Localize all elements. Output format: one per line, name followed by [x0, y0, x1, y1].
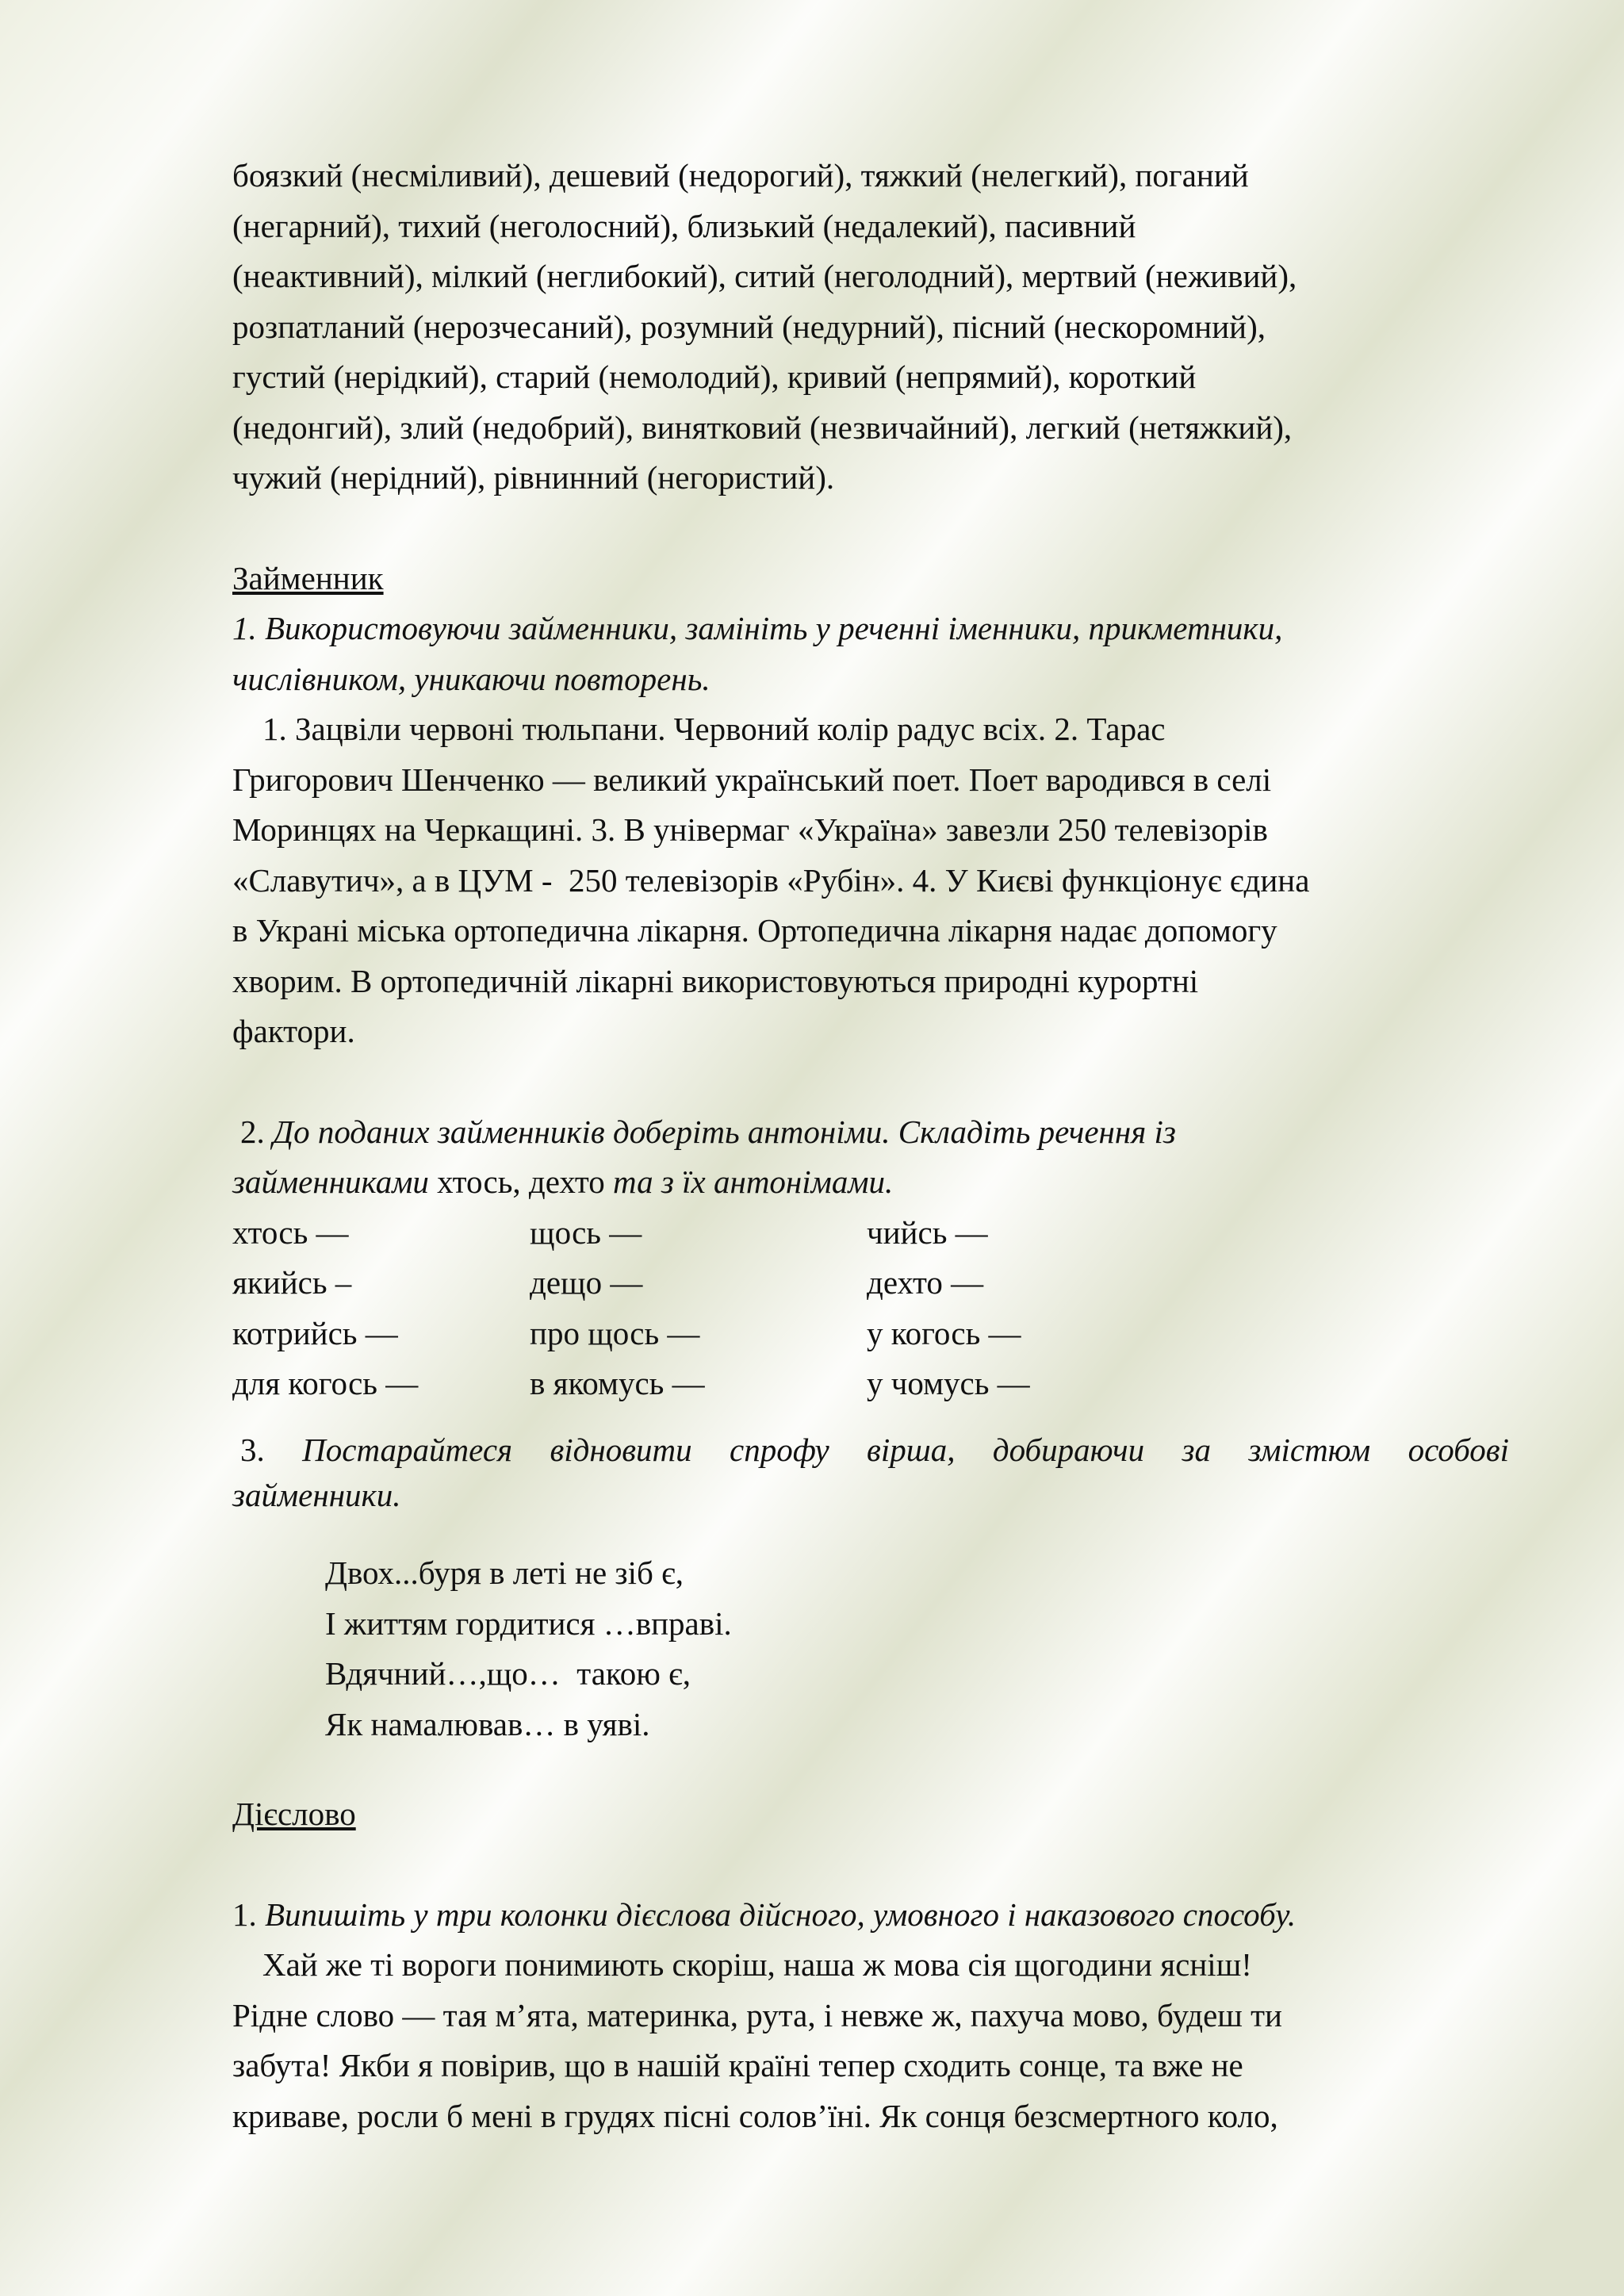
pronoun-task-1	[232, 604, 1509, 1057]
poem-line: І життям гордитися …вправі.	[325, 1604, 732, 1642]
task-instruction-line	[232, 1890, 1509, 1941]
table-cell: у когось —	[867, 1314, 1021, 1351]
task-instruction-line: займенниками хтось, дехто та з їх антонімами.	[232, 1163, 894, 1200]
table-cell: якийсь –	[232, 1264, 352, 1301]
task-instruction: Постарайтеся відновити спрофу вірша, добираючи за змістюм особові	[302, 1431, 1509, 1468]
text-line: хворим. В ортопедичній лікарні використовуються природні курортні	[232, 962, 1199, 999]
table-cell: котрийсь —	[232, 1314, 398, 1351]
table-cell: дещо —	[530, 1264, 643, 1301]
text-line: розпатланий (нерозчесаний), розумний (недурний), пісний (нескоромний),	[232, 308, 1266, 345]
text-line: «Славутич», а в ЦУМ - 250 телевізорів «Рубін». 4. У Києві функціонує єдина	[232, 861, 1310, 899]
text-line: боязкий (несміливий), дешевий (недорогий), тяжкий (нелегкий), поганий	[232, 157, 1249, 194]
table-cell: хтось —	[232, 1213, 349, 1251]
table-cell: дехто —	[867, 1264, 984, 1301]
pronoun-task-2	[232, 1107, 1509, 1409]
task-instruction-line: числівником, уникаючи повторень.	[232, 660, 710, 697]
poem-line: Вдячний…,що… такою є,	[325, 1655, 691, 1692]
table-cell: щось —	[530, 1213, 642, 1251]
task-number: 1.	[232, 1895, 257, 1933]
table-cell: для когось —	[232, 1365, 419, 1401]
task-instruction-line: займенники.	[232, 1477, 401, 1513]
task-instruction: Випишіть у три колонки дієслова дійсного, умовного і наказового способу.	[265, 1895, 1297, 1933]
poem-line: Двох...буря в леті не зіб є,	[325, 1554, 684, 1591]
text-line: (неактивний), мілкий (неглибокий), ситий (неголодний), мертвий (неживий),	[232, 258, 1297, 294]
text-line: криваве, росли б мені в грудях пісні солов’їні. Як сонця безсмертного коло,	[232, 2097, 1278, 2134]
text-line: (недонгий), злий (недобрий), винятковий (незвичайний), легкий (нетяжкий),	[232, 408, 1293, 446]
document-page	[232, 151, 1509, 2141]
text-line: Григорович Шенченко — великий український поет. Поет вародився в селі	[232, 761, 1272, 798]
text-line: Моринцях на Черкащині. 3. В універмаг «Україна» завезли 250 телевізорів	[232, 811, 1268, 848]
text-line: фактори.	[232, 1013, 355, 1049]
task-number: 2.	[240, 1113, 265, 1150]
task-instruction-line	[232, 1425, 1509, 1476]
text-line: в Украні міська ортопедична лікарня. Ортопедична лікарня надає допомогу	[232, 912, 1277, 949]
text-line: густий (нерідкий), старий (немолодий), кривий (непрямий), короткий	[232, 358, 1197, 395]
text-line: Хай же ті вороги понимиють скоріш, наша ж мова сія щогодини ясніш!	[262, 1946, 1252, 1983]
table-cell: про щось —	[530, 1314, 700, 1351]
task-instruction: До поданих займенників доберіть антоніми. Складіть речення із	[273, 1113, 1176, 1150]
table-cell: в якомусь —	[530, 1365, 705, 1401]
text-line: чужий (нерідний), рівнинний (негористий).	[232, 459, 835, 496]
task-instruction-line	[232, 1107, 1509, 1158]
text-line: (негарний), тихий (неголосний), близький (недалекий), пасивний	[232, 207, 1136, 244]
task-instruction-line: 1. Використовуючи займенники, замініть у реченні іменники, прикметники,	[232, 610, 1283, 646]
poem-line: Як намалював… в уяві.	[325, 1705, 650, 1742]
pronoun-task-3	[232, 1425, 1509, 1750]
pronoun-table	[232, 1208, 1509, 1409]
section-heading-pronoun: Займенник	[232, 559, 384, 596]
text-line: 1. Зацвіли червоні тюльпани. Червоний колір радус всіх. 2. Тарас	[262, 711, 1166, 747]
table-cell: чийсь —	[867, 1213, 988, 1251]
text-line: Рідне слово — тая м’ята, материнка, рута, і невже ж, пахуча мово, будеш ти	[232, 1996, 1282, 2033]
text-line: забута! Якби я повірив, що в нашій країні тепер сходить сонце, та вже не	[232, 2047, 1243, 2083]
verb-task-1	[232, 1890, 1509, 2142]
table-cell: у чомусь —	[867, 1365, 1030, 1401]
intro-paragraph	[232, 151, 1509, 504]
poem	[325, 1548, 1509, 1750]
task-number: 3.	[240, 1431, 265, 1468]
section-heading-verb: Дієслово	[232, 1796, 356, 1832]
